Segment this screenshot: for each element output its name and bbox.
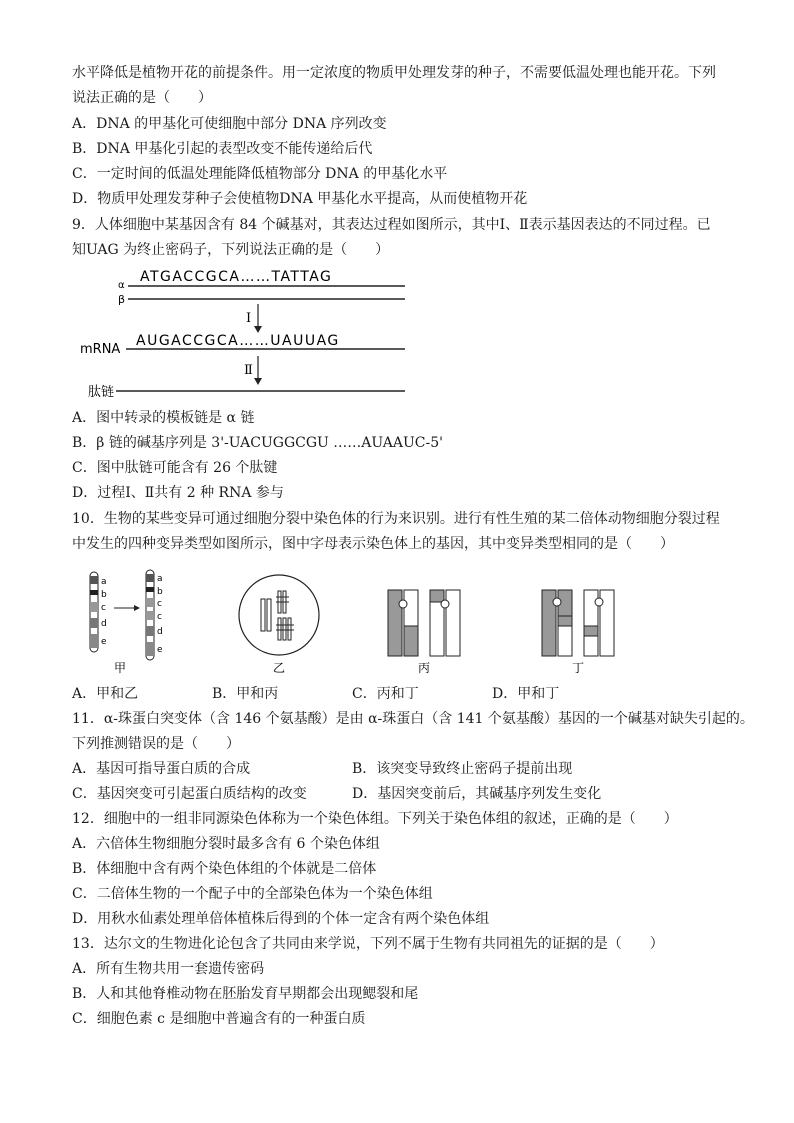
figure-jia-label: 甲 (114, 661, 127, 675)
mrna-label: mRNA (80, 342, 121, 357)
q13-option-b: B．人和其他脊椎动物在胚胎发育早期都会出现鳃裂和尾 (72, 986, 419, 1002)
q10-option-d: D．甲和丁 (492, 686, 560, 702)
q10-stem-line1: 10．生物的某些变异可通过细胞分裂中染色体的行为来识别。进行有性生殖的某二倍体动物细胞分裂过程 (72, 511, 720, 527)
q11-option-a: A．基因可指导蛋白质的合成 (72, 761, 251, 777)
q9-option-b: B．β 链的碱基序列是 3'-UACUGGCGU ……AUAAUC-5' (72, 435, 443, 451)
q8-stem-line2: 说法正确的是（ ） (72, 90, 212, 106)
figure-yi (236, 570, 326, 678)
q9-option-d: D．过程Ⅰ、Ⅱ共有 2 种 RNA 参与 (72, 485, 284, 501)
q12-option-c: C．二倍体生物的一个配子中的全部染色体为一个染色体组 (72, 886, 433, 902)
q9-stem-line2: 知UAG 为终止密码子，下列说法正确的是（ ） (72, 242, 390, 258)
q8-option-b: B．DNA 甲基化引起的表型改变不能传递给后代 (72, 141, 373, 157)
q8-option-a: A．DNA 的甲基化可使细胞中部分 DNA 序列改变 (72, 116, 387, 132)
gene-a-before: a (101, 577, 107, 587)
q11-options-row1 (72, 759, 692, 779)
figure-ding (534, 586, 624, 678)
gene-c-after-1: c (157, 599, 162, 609)
figure-bing-label: 丙 (418, 661, 431, 675)
step1-label: Ⅰ (246, 311, 252, 326)
q11-stem-line2: 下列推测错误的是（ ） (72, 736, 240, 752)
gene-expression-diagram (80, 264, 420, 400)
figure-ding-label: 丁 (572, 661, 585, 675)
q11-stem-line1: 11．α-珠蛋白突变体（含 146 个氨基酸）是由 α-珠蛋白（含 141 个氨基酸）基因的一个碱基对缺失引起的。 (72, 711, 754, 727)
gene-d-before: d (101, 619, 107, 629)
q11-option-c: C．基因突变可引起蛋白质结构的改变 (72, 786, 307, 802)
q13-stem: 13．达尔文的生物进化论包含了共同由来学说，下列不属于生物有共同祖先的证据的是（ ） (72, 936, 664, 952)
q12-option-a: A．六倍体生物细胞分裂时最多含有 6 个染色体组 (72, 836, 380, 852)
q9-option-c: C．图中肽链可能含有 26 个肽键 (72, 460, 278, 476)
gene-a-after: a (157, 574, 163, 584)
q9-stem-line1: 9．人体细胞中某基因含有 84 个碱基对，其表达过程如图所示，其中Ⅰ、Ⅱ表示基因表达的不同过程。已 (72, 217, 711, 233)
gene-e-after: e (157, 645, 163, 655)
q8-option-c: C．一定时间的低温处理能降低植物部分 DNA 的甲基化水平 (72, 166, 448, 182)
mrna-sequence: AUGACCGCA……UAUUAG (136, 333, 340, 349)
q10-option-b: B．甲和丙 (212, 686, 279, 702)
q12-option-d: D．用秋水仙素处理单倍体植株后得到的个体一定含有两个染色体组 (72, 911, 490, 927)
step2-label: Ⅱ (244, 363, 253, 378)
figure-jia (84, 568, 174, 676)
q11-options-row2 (72, 784, 692, 804)
alpha-label: α (118, 280, 125, 291)
gene-d-after: d (157, 627, 163, 637)
peptide-label: 肽链 (88, 385, 115, 400)
q13-option-c: C．细胞色素 c 是细胞中普遍含有的一种蛋白质 (72, 1011, 366, 1027)
gene-e-before: e (101, 637, 107, 647)
beta-label: β (118, 293, 126, 306)
gene-b-before: b (101, 590, 107, 600)
alpha-sequence: ATGACCGCA……TATTAG (140, 269, 333, 285)
figure-yi-label: 乙 (273, 661, 286, 675)
gene-c-after-2: c (157, 612, 162, 622)
q8-stem-line1: 水平降低是植物开花的前提条件。用一定浓度的物质甲处理发芽的种子，不需要低温处理也能开花。下列 (72, 65, 716, 81)
gene-b-after: b (157, 587, 163, 597)
q10-options (72, 684, 692, 704)
q12-option-b: B．体细胞中含有两个染色体组的个体就是二倍体 (72, 861, 377, 877)
gene-c-before: c (101, 603, 106, 613)
figure-bing (380, 586, 470, 678)
q11-option-d: D．基因突变前后，其碱基序列发生变化 (352, 786, 602, 802)
q9-option-a: A．图中转录的模板链是 α 链 (72, 410, 255, 426)
q12-stem: 12．细胞中的一组非同源染色体称为一个染色体组。下列关于染色体组的叙述，正确的是（ ） (72, 811, 678, 827)
q8-option-d: D．物质甲处理发芽种子会使植物DNA 甲基化水平提高，从而使植物开花 (72, 191, 528, 207)
q10-option-c: C．丙和丁 (352, 686, 419, 702)
q13-option-a: A．所有生物共用一套遗传密码 (72, 961, 265, 977)
q10-option-a: A．甲和乙 (72, 686, 139, 702)
q10-stem-line2: 中发生的四种变异类型如图所示，图中字母表示染色体上的基因，其中变异类型相同的是（ ） (72, 536, 674, 552)
q11-option-b: B．该突变导致终止密码子提前出现 (352, 761, 573, 777)
